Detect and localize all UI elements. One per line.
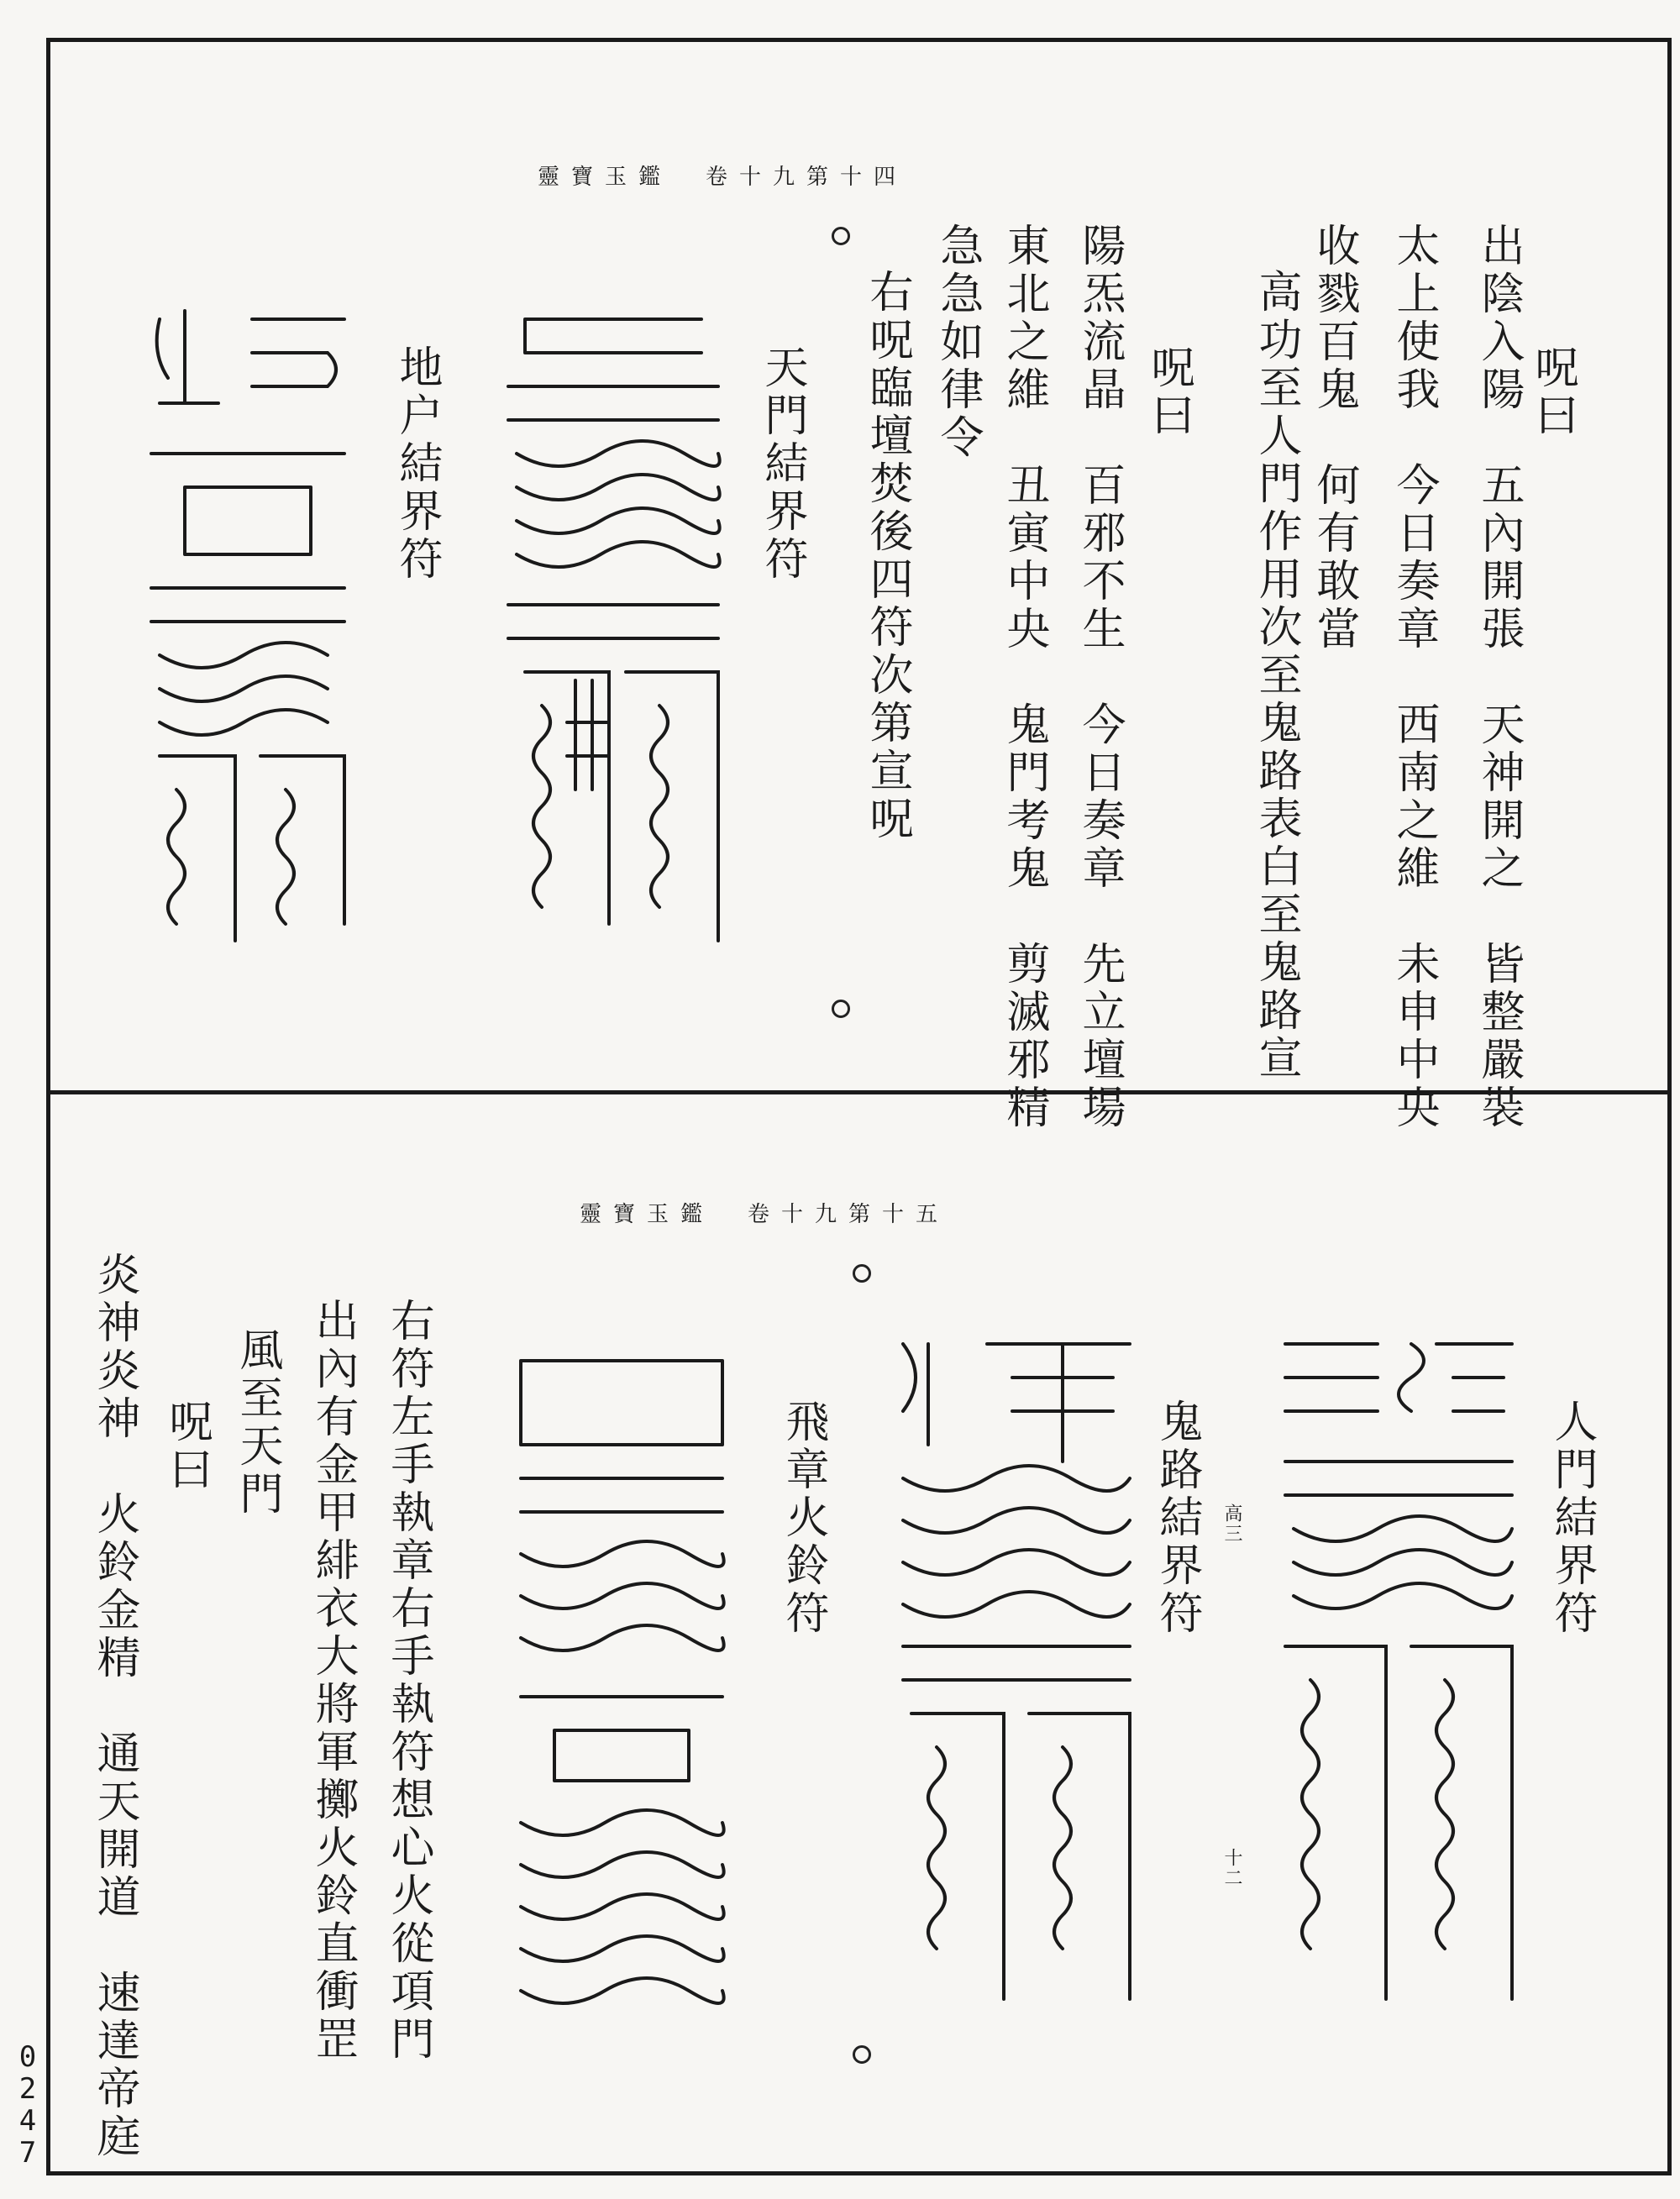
top-col-8: 東北之維 丑寅中央 鬼門考鬼 剪滅邪精 <box>999 223 1049 1132</box>
top-col-6: 呪曰 <box>1143 344 1194 440</box>
bottom-col-3: 飛章火鈴符 <box>778 1399 828 1638</box>
bottom-col-7: 呪曰 <box>161 1399 212 1494</box>
talisman-feizhang-seal <box>504 1344 739 2016</box>
top-col-12: 地户結界符 <box>391 344 442 584</box>
bottom-small-note: 高三 <box>1221 1504 1242 1544</box>
page-number: 0247 <box>18 2040 37 2170</box>
top-col-1: 呪曰 <box>1527 344 1578 440</box>
bottom-col-4: 右符左手執章右手執符想心火從項門 <box>383 1298 433 2064</box>
talisman-renmen-seal <box>1268 1327 1529 2016</box>
binding-hole-bottom-1 <box>853 1264 871 1283</box>
bottom-col-6: 風至天門 <box>232 1327 282 1519</box>
top-col-10: 右呪臨壇焚後四符次第宣呪 <box>862 269 912 843</box>
talisman-tianmen-seal <box>491 286 735 958</box>
bottom-col-2: 鬼路結界符 <box>1152 1399 1202 1638</box>
talisman-dihu-seal <box>134 286 361 958</box>
binding-hole-bottom-2 <box>853 2045 871 2064</box>
top-col-9: 急急如律令 <box>932 223 983 462</box>
bottom-col-5: 出內有金甲緋衣大將軍擲火鈴直衝罡 <box>307 1298 358 2064</box>
binding-hole-top-1 <box>832 227 850 245</box>
binding-hole-top-2 <box>832 1000 850 1018</box>
bottom-col-8: 炎神炎神 火鈴金精 通天開道 速達帝庭 <box>89 1252 139 2161</box>
talisman-guilu-seal <box>886 1327 1147 2016</box>
top-col-3: 太上使我 今日奏章 西南之維 未申中央 <box>1389 223 1439 1132</box>
bottom-page-header: 靈寶玉鑑 卷十九第十五 <box>580 1202 950 1227</box>
top-col-5: 高功至人門作用次至鬼路表白至鬼路宣 <box>1251 269 1301 1083</box>
bottom-folio: 十二 <box>1221 1848 1242 1888</box>
top-col-4: 收戮百鬼 何有敢當 <box>1309 223 1359 653</box>
top-page-header: 靈寶玉鑑 卷十九第十四 <box>538 165 908 190</box>
top-col-7: 陽炁流晶 百邪不生 今日奏章 先立壇場 <box>1074 223 1125 1132</box>
bottom-col-1: 人門結界符 <box>1546 1399 1597 1638</box>
top-col-2: 出陰入陽 五內開張 天神開之 皆整嚴裝 <box>1473 223 1524 1132</box>
top-col-11: 天門結界符 <box>757 344 807 584</box>
